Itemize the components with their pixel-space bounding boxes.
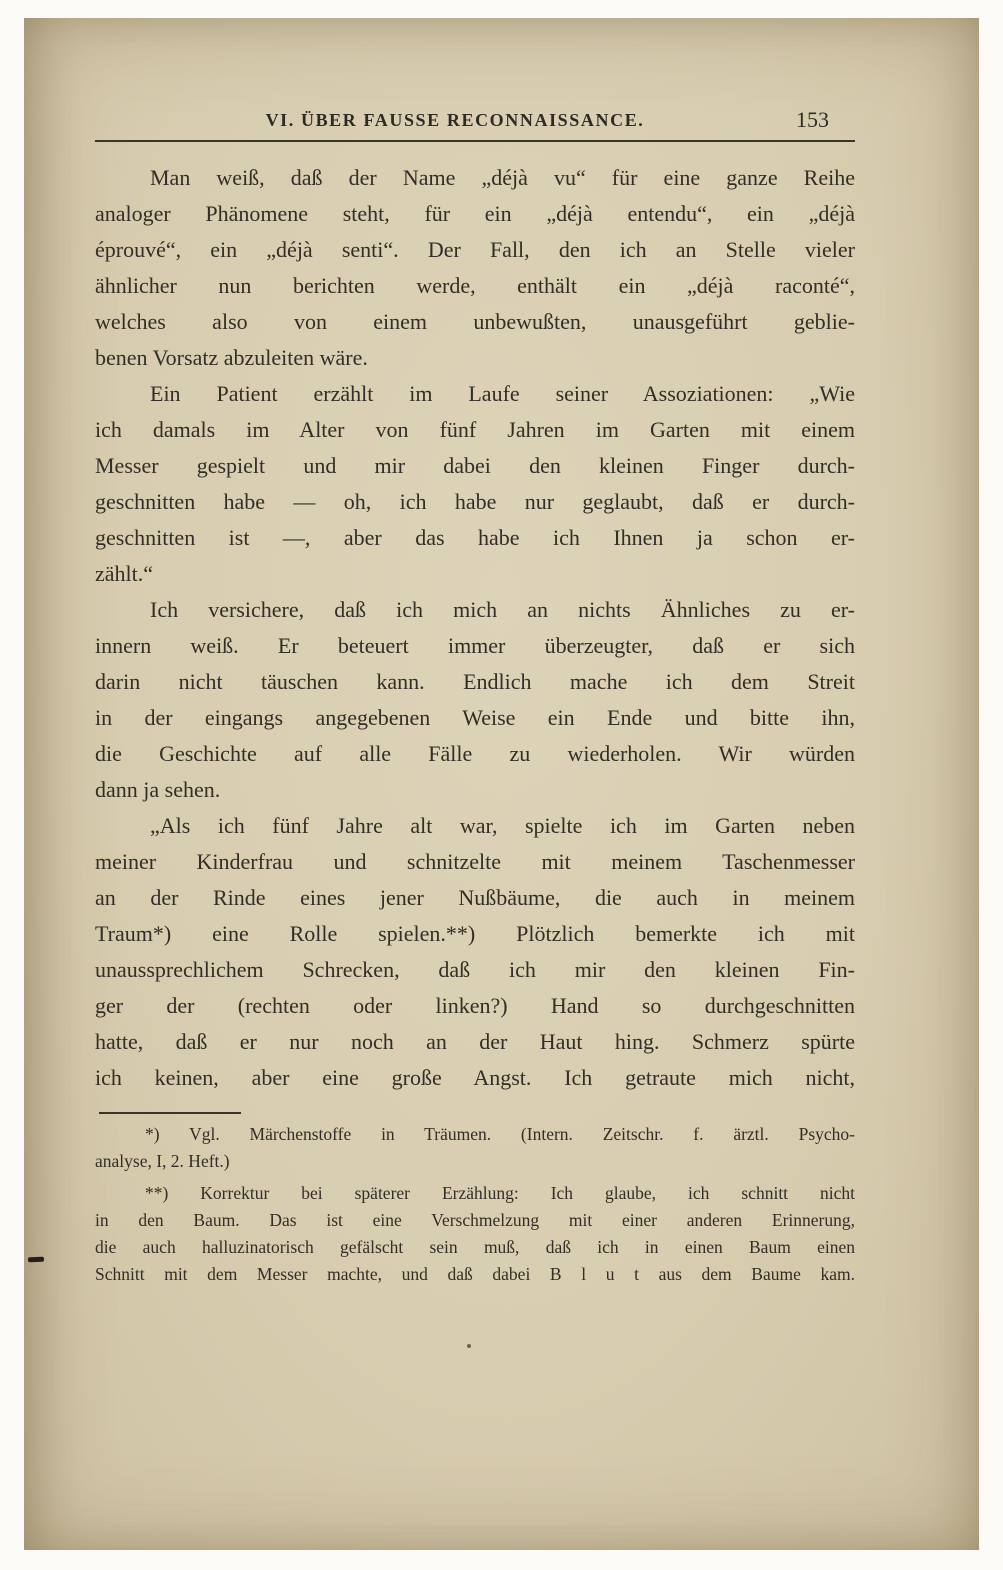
text-line: in der eingangs angegebenen Weise ein Ende und bitte ihn,: [95, 705, 855, 730]
footnote-line: **) Korrektur bei späterer Erzählung: Ich glaube, ich schnitt nicht: [145, 1183, 855, 1203]
text-line: die Geschichte auf alle Fälle zu wiederholen. Wir würden: [95, 741, 855, 766]
text-line: Ich versichere, daß ich mich an nichts Ähnliches zu er-: [150, 597, 855, 622]
text-line: geschnitten habe — oh, ich habe nur geglaubt, daß er durch-: [95, 489, 855, 514]
text-line: Man weiß, daß der Name „déjà vu“ für eine ganze Reihe: [150, 165, 855, 190]
text-line: ähnlicher nun berichten werde, enthält ein „déjà raconté“,: [95, 273, 855, 298]
text-line: innern weiß. Er beteuert immer überzeugter, daß er sich: [95, 633, 855, 658]
header-rule: [95, 140, 855, 142]
footnote-line: *) Vgl. Märchenstoffe in Träumen. (Intern. Zeitschr. f. ärztl. Psycho-: [145, 1124, 855, 1144]
text-line: darin nicht täuschen kann. Endlich mache ich dem Streit: [95, 669, 855, 694]
text-line: „Als ich fünf Jahre alt war, spielte ich im Garten neben: [150, 813, 855, 838]
text-line: geschnitten ist —, aber das habe ich Ihnen ja schon er-: [95, 525, 855, 550]
footnote-2: [95, 1180, 855, 1288]
text-line: benen Vorsatz abzuleiten wäre.: [95, 345, 368, 370]
text-line: Messer gespielt und mir dabei den kleinen Finger durch-: [95, 453, 855, 478]
text-line: ich keinen, aber eine große Angst. Ich getraute mich nicht,: [95, 1065, 855, 1090]
footnote-line: Schnitt mit dem Messer machte, und daß dabei B l u t aus dem Baume kam.: [95, 1264, 855, 1284]
text-line: ich damals im Alter von fünf Jahren im Garten mit einem: [95, 417, 855, 442]
scan-artifact-dot: [467, 1344, 471, 1348]
text-line: ger der (rechten oder linken?) Hand so durchgeschnitten: [95, 993, 855, 1018]
footnote-1: [95, 1121, 855, 1175]
text-line: welches also von einem unbewußten, unausgeführt geblie-: [95, 309, 855, 334]
paragraph-3: [95, 592, 855, 808]
footnotes: [95, 1121, 855, 1293]
scan-artifact-dash: [28, 1257, 44, 1263]
footnote-line: analyse, I, 2. Heft.): [95, 1151, 230, 1171]
text-line: Traum*) eine Rolle spielen.**) Plötzlich bemerkte ich mit: [95, 921, 855, 946]
running-title: VI. ÜBER FAUSSE RECONNAISSANCE.: [265, 110, 645, 130]
text-line: an der Rinde eines jener Nußbäume, die auch in meinem: [95, 885, 855, 910]
text-line: éprouvé“, ein „déjà senti“. Der Fall, den ich an Stelle vieler: [95, 237, 855, 262]
paragraph-1: [95, 160, 855, 376]
paragraph-2: [95, 376, 855, 592]
page-header: [95, 104, 855, 136]
footnote-line: die auch halluzinatorisch gefälscht sein muß, daß ich in einen Baum einen: [95, 1237, 855, 1257]
text-line: dann ja sehen.: [95, 777, 221, 802]
body-text: [95, 160, 855, 1096]
paragraph-4: [95, 808, 855, 1096]
text-line: Ein Patient erzählt im Laufe seiner Assoziationen: „Wie: [150, 381, 855, 406]
text-line: meiner Kinderfrau und schnitzelte mit meinem Taschenmesser: [95, 849, 855, 874]
footnote-line: in den Baum. Das ist eine Verschmelzung mit einer anderen Erinnerung,: [95, 1210, 855, 1230]
text-line: unaussprechlichem Schrecken, daß ich mir den kleinen Fin-: [95, 957, 855, 982]
text-line: analoger Phänomene steht, für ein „déjà entendu“, ein „déjà: [95, 201, 855, 226]
page-number: 153: [796, 107, 829, 132]
text-line: zählt.“: [95, 561, 154, 586]
footnote-rule: [99, 1112, 241, 1114]
text-line: hatte, daß er nur noch an der Haut hing. Schmerz spürte: [95, 1029, 855, 1054]
